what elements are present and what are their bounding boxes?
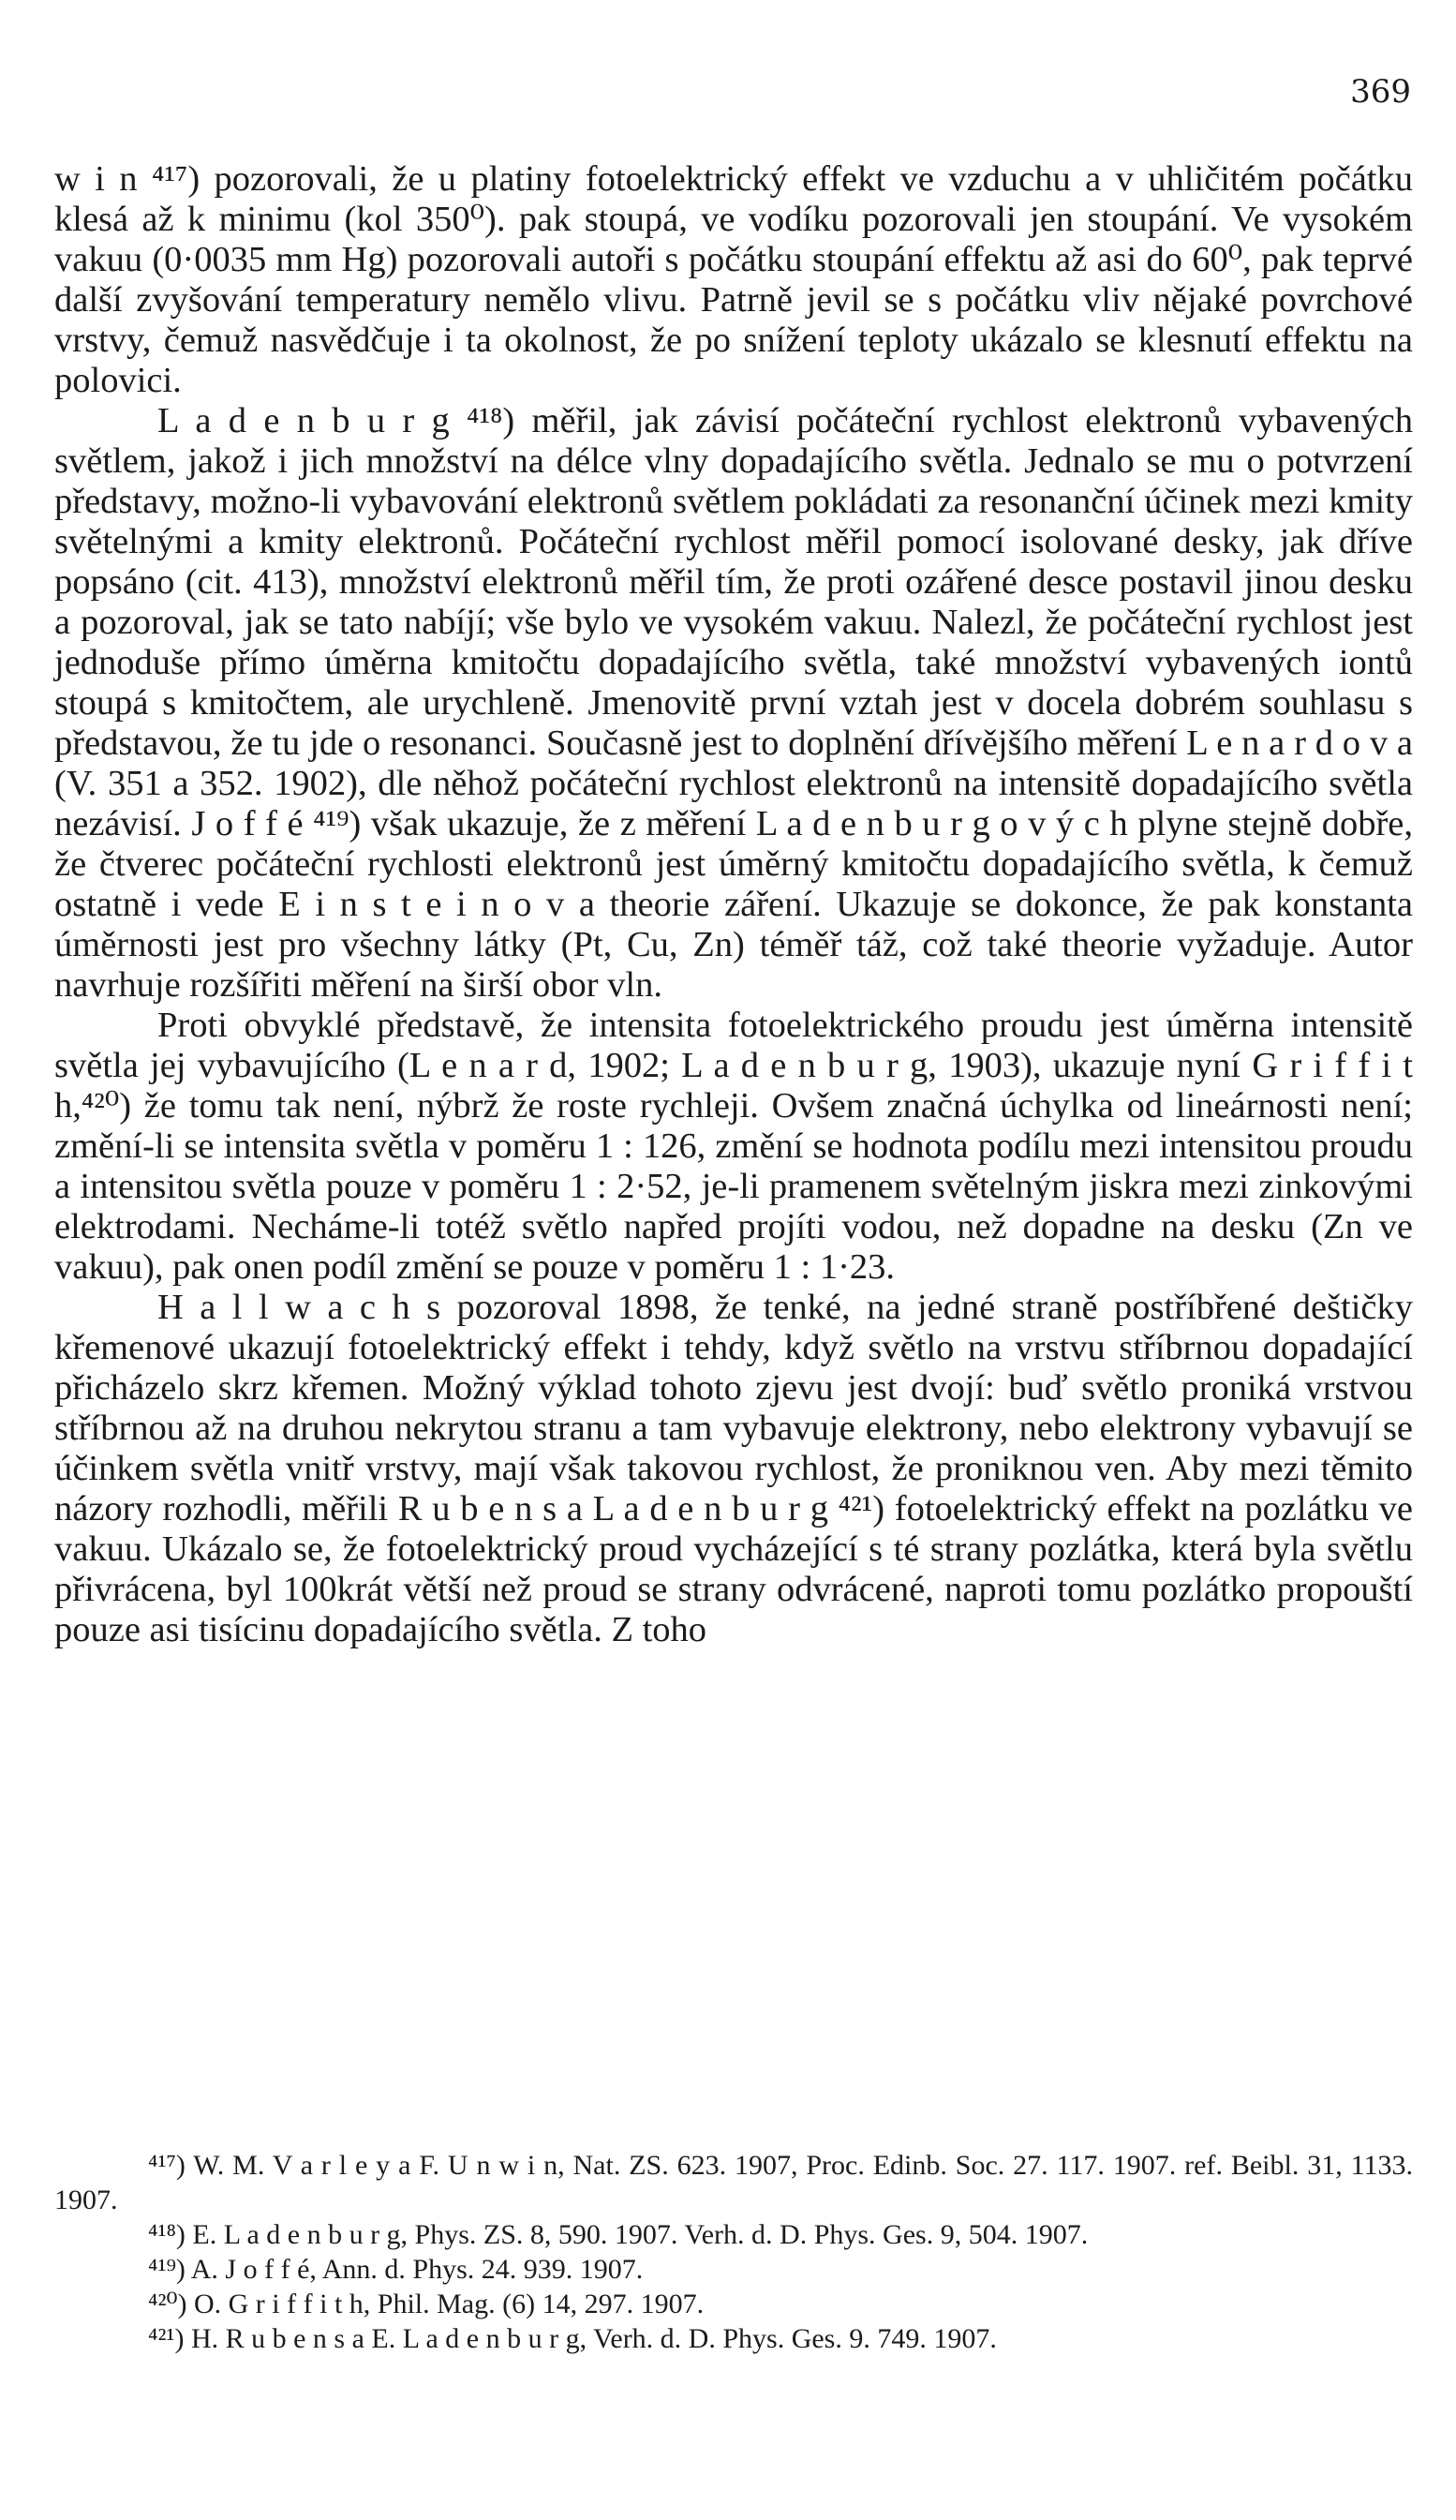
footnote-419: ⁴¹⁹) A. J o f f é, Ann. d. Phys. 24. 939. 1907. xyxy=(148,2254,644,2285)
paragraph-2: L a d e n b u r g ⁴¹⁸) měřil, jak závisí počáteční rychlost elektronů vybavených světlem, jakož i jich množství na délce vlny dopadajícího světla. Jednalo se mu o potvrzení představy, možno-li vybavování elektronů světlem pokládati za resonanční účinek mezi kmity světelnými a kmity elektronů. Počáteční rychlost měřil pomocí isolované desky, jak dříve popsáno (cit. 413), množství elektronů měřil tím, že proti ozářené desce postavil jinou desku a pozoroval, jak se tato nabíjí; vše bylo ve vysokém vakuu. Nalezl, že počáteční rychlost jest jednoduše přímo úměrna kmitočtu dopadajícího světla, také množství vybavených iontů stoupá s kmitočtem, ale urychleně. Jmenovitě první vztah jest v docela dobrém souhlasu s představou, že tu jde o resonanci. Současně jest to doplnění dřívějšího měření L e n a r d o v a (V. 351 a 352. 1902), dle něhož počáteční rychlost elektronů na intensitě dopadajícího světla nezávisí. J o f f é ⁴¹⁹) však ukazuje, že z měření L a d e n b u r g o v ý c h plyne stejně dobře, že čtverec počáteční rychlosti elektronů jest úměrný kmitočtu dopadajícího světla, k čemuž ostatně i vede E i n s t e i n o v a theorie záření. Ukazuje se dokonce, že pak konstanta úměrnosti jest pro všechny látky (Pt, Cu, Zn) téměř táž, což také theorie vyžaduje. Autor navrhuje rozšířiti měření na širší obor vln. xyxy=(54,401,1413,1005)
footnote-421: ⁴²¹) H. R u b e n s a E. L a d e n b u r g, Verh. d. D. Phys. Ges. 9. 749. 1907. xyxy=(148,2323,997,2354)
page-number: 369 xyxy=(1350,73,1411,111)
footnote-420: ⁴²⁰) O. G r i f f i t h, Phil. Mag. (6) 14, 297. 1907. xyxy=(148,2289,705,2319)
body-text xyxy=(54,159,1413,1650)
paragraph-3: Proti obvyklé představě, že intensita fotoelektrického proudu jest úměrna intensitě světla jej vybavujícího (L e n a r d, 1902; L a d e n b u r g, 1903), ukazuje nyní G r i f f i t h,⁴²⁰) že tomu tak není, nýbrž že roste rychleji. Ovšem značná úchylka od lineárnosti není; změní-li se intensita světla v poměru 1 : 126, změní se hodnota podílu mezi intensitou proudu a intensitou světla pouze v poměru 1 : 2·52, je-li pramenem světelným jiskra mezi zinkovými elektrodami. Necháme-li totéž světlo napřed projíti vodou, než dopadne na desku (Zn ve vakuu), pak onen podíl změní se pouze v poměru 1 : 1·23. xyxy=(54,1006,1413,1287)
footnote-417: ⁴¹⁷) W. M. V a r l e y a F. U n w i n, Nat. ZS. 623. 1907, Proc. Edinb. Soc. 27. 117. 1907. ref. Beibl. 31, 1133. 1907. xyxy=(54,2150,1413,2215)
paragraph-1: w i n ⁴¹⁷) pozorovali, že u platiny fotoelektrický effekt ve vzduchu a v uhličitém počátku klesá až k minimu (kol 350⁰). pak stoupá, ve vodíku pozorovali jen stoupání. Ve vysokém vakuu (0·0035 mm Hg) pozorovali autoři s počátku stoupání effektu až asi do 60⁰, pak teprvé další zvyšování temperatury nemělo vlivu. Patrně jevil se s počátku vliv nějaké povrchové vrstvy, čemuž nasvědčuje i ta okolnost, že po snížení teploty ukázalo se klesnutí effektu na polovici. xyxy=(54,159,1413,400)
footnotes xyxy=(54,2148,1413,2356)
footnote-418: ⁴¹⁸) E. L a d e n b u r g, Phys. ZS. 8, 590. 1907. Verh. d. D. Phys. Ges. 9, 504. 1907. xyxy=(148,2219,1089,2250)
paragraph-4: H a l l w a c h s pozoroval 1898, že tenké, na jedné straně postříbřené deštičky křemenové ukazují fotoelektrický effekt i tehdy, když světlo na vrstvu stříbrnou dopadající přicházelo skrz křemen. Možný výklad tohoto zjevu jest dvojí: buď světlo proniká vrstvou stříbrnou až na druhou nekrytou stranu a tam vybavuje elektrony, nebo elektrony vybavují se účinkem světla vnitř vrstvy, mají však takovou rychlost, že proniknou ven. Aby mezi těmito názory rozhodli, měřili R u b e n s a L a d e n b u r g ⁴²¹) fotoelektrický effekt na pozlátku ve vakuu. Ukázalo se, že fotoelektrický proud vycházející s té strany pozlátka, která byla světlu přivrácena, byl 100krát větší než proud se strany odvrácené, naproti tomu pozlátko propouští pouze asi tisícinu dopadajícího světla. Z toho xyxy=(54,1288,1413,1649)
